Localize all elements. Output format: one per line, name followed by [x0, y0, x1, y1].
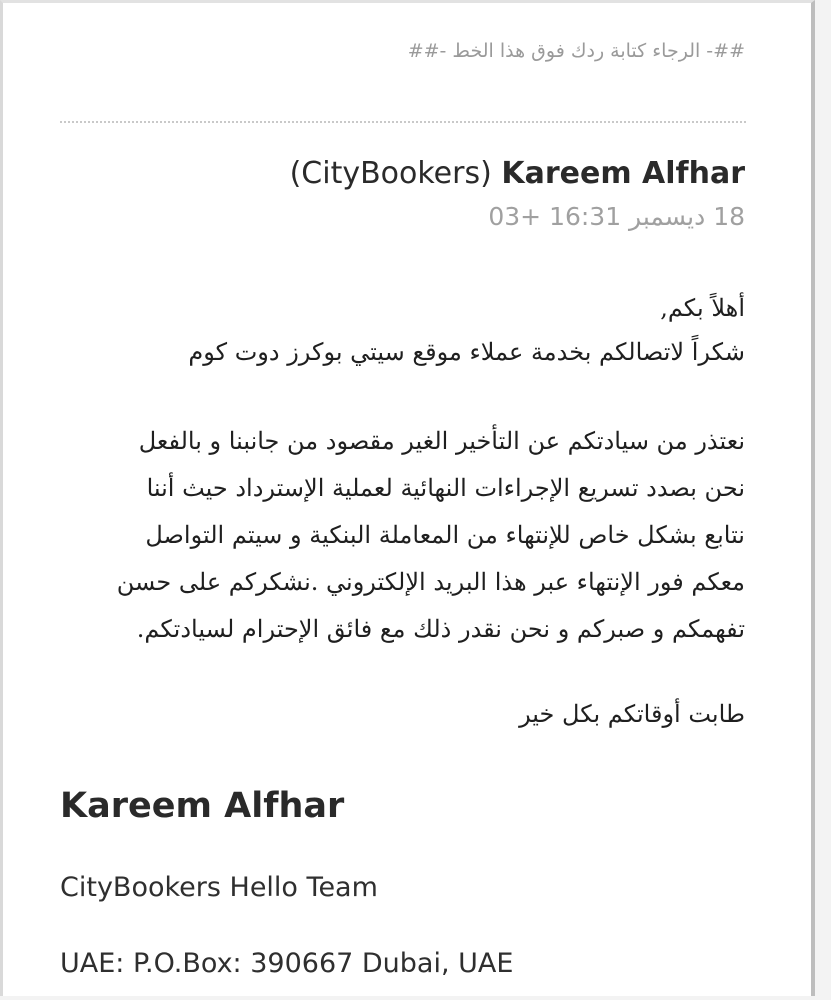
body-line: تفهمكم و صبركم و نحن نقدر ذلك مع فائق الإحترام لسيادتكم. — [136, 615, 745, 643]
signature-address: UAE: P.O.Box: 390667 Dubai, UAE — [60, 948, 514, 979]
panel-shadow-bottom — [0, 996, 831, 1000]
message-timestamp: 18 ديسمبر 16:31 +03 — [488, 202, 745, 231]
sender-company: (CityBookers) — [289, 156, 492, 191]
body-line: معكم فور الإنتهاء عبر هذا البريد الإلكتروني .نشكركم على حسن — [116, 568, 745, 596]
signature-team: CityBookers Hello Team — [60, 872, 378, 903]
reply-above-line-marker: ##- الرجاء كتابة ردك فوق هذا الخط -## — [407, 40, 745, 62]
sender-header — [290, 156, 745, 191]
message-body-paragraph — [55, 418, 745, 653]
panel-shadow-right — [815, 0, 831, 1000]
body-line: نعتذر من سيادتكم عن التأخير الغير مقصود من جانبنا و بالفعل — [138, 427, 745, 455]
thanks-line: شكراً لاتصالكم بخدمة عملاء موقع سيتي بوكرز دوت كوم — [188, 338, 745, 366]
reply-separator — [60, 121, 746, 123]
greeting-line: أهلاً بكم, — [660, 294, 745, 322]
body-line: نتابع بشكل خاص للإنتهاء من المعاملة البنكية و سيتم التواصل — [145, 521, 745, 549]
signature-name: Kareem Alfhar — [60, 786, 345, 826]
message-greeting — [55, 286, 745, 374]
message-closing: طابت أوقاتكم بكل خير — [519, 700, 745, 728]
body-line: نحن بصدد تسريع الإجراءات النهائية لعملية الإسترداد حيث أننا — [146, 474, 745, 502]
sender-name: Kareem Alfhar — [501, 156, 745, 191]
